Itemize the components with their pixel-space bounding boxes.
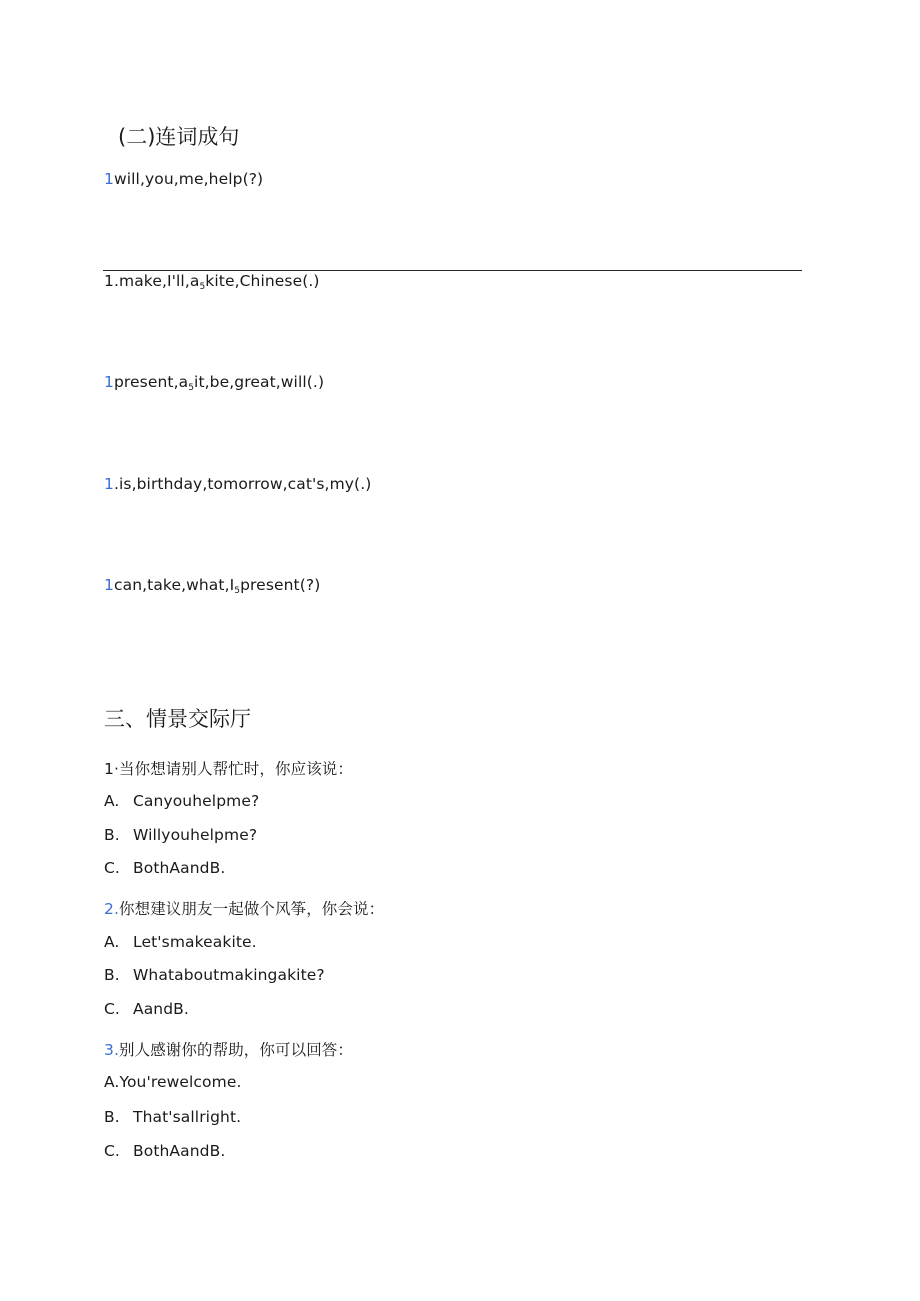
item-text: will,you,me,help(?) (113, 170, 264, 188)
item-number: 1 (104, 373, 114, 391)
option-text: BothAandB. (133, 1142, 226, 1160)
item-text-a: .make,I'll,a (113, 272, 200, 290)
option-text: AandB. (133, 1000, 189, 1018)
item-text: .is,birthday,tomorrow,cat's,my(.) (113, 475, 372, 493)
question-2 (104, 897, 384, 919)
item-number: 1 (104, 170, 114, 188)
item-number: 1 (104, 475, 114, 493)
item-text-b: present(?) (240, 576, 321, 594)
q2-option-b (104, 966, 325, 984)
q3-option-a (104, 1073, 242, 1091)
q3-option-b (104, 1108, 241, 1126)
item-subscript: 5 (234, 586, 241, 596)
option-letter: A. (104, 792, 120, 810)
option-letter: A. (104, 1073, 120, 1091)
q2-option-c (104, 1000, 189, 1018)
item-subscript: 5 (199, 282, 206, 292)
option-text: That'sallright. (133, 1108, 242, 1126)
item-number: 1 (104, 272, 114, 290)
option-letter: C. (104, 1000, 120, 1018)
sentence-item-4 (104, 475, 371, 493)
question-number: 3. (104, 1041, 119, 1059)
item-number: 1 (104, 576, 114, 594)
section-3-title: 三、情景交际厅 (104, 707, 251, 731)
q1-option-b (104, 826, 257, 844)
option-text: Whataboutmakingakite? (133, 966, 325, 984)
q3-option-c (104, 1142, 225, 1160)
item-text-a: present,a (113, 373, 189, 391)
option-letter: A. (104, 933, 120, 951)
option-text: BothAandB. (133, 859, 226, 877)
option-letter: B. (104, 826, 120, 844)
item-text-b: kite,Chinese(.) (205, 272, 320, 290)
answer-line (103, 270, 802, 271)
q1-option-c (104, 859, 225, 877)
question-text: 你想建议朋友一起做个风筝，你会说： (119, 900, 385, 918)
question-text: 别人感谢你的帮助，你可以回答： (119, 1041, 354, 1059)
question-text: ·当你想请别人帮忙时，你应该说： (113, 760, 353, 778)
option-letter: C. (104, 1142, 120, 1160)
sentence-item-3 (104, 373, 324, 393)
sentence-item-5 (104, 576, 320, 596)
option-text: Canyouhelpme? (133, 792, 260, 810)
question-number: 2. (104, 900, 119, 918)
question-3 (104, 1038, 353, 1060)
item-text-a: can,take,what,I (113, 576, 235, 594)
option-text: Let'smakeakite. (133, 933, 257, 951)
item-text-b: it,be,great,will(.) (194, 373, 325, 391)
option-letter: C. (104, 859, 120, 877)
option-letter: B. (104, 966, 120, 984)
q2-option-a (104, 933, 257, 951)
sentence-item-1 (104, 170, 263, 188)
sentence-item-2 (104, 272, 320, 292)
item-subscript: 5 (188, 383, 195, 393)
option-text: You'rewelcome. (119, 1073, 242, 1091)
section-2-title: (二)连词成句 (118, 125, 240, 149)
option-letter: B. (104, 1108, 120, 1126)
question-1 (104, 757, 353, 779)
option-text: Willyouhelpme? (133, 826, 258, 844)
question-number: 1 (104, 760, 114, 778)
q1-option-a (104, 792, 259, 810)
